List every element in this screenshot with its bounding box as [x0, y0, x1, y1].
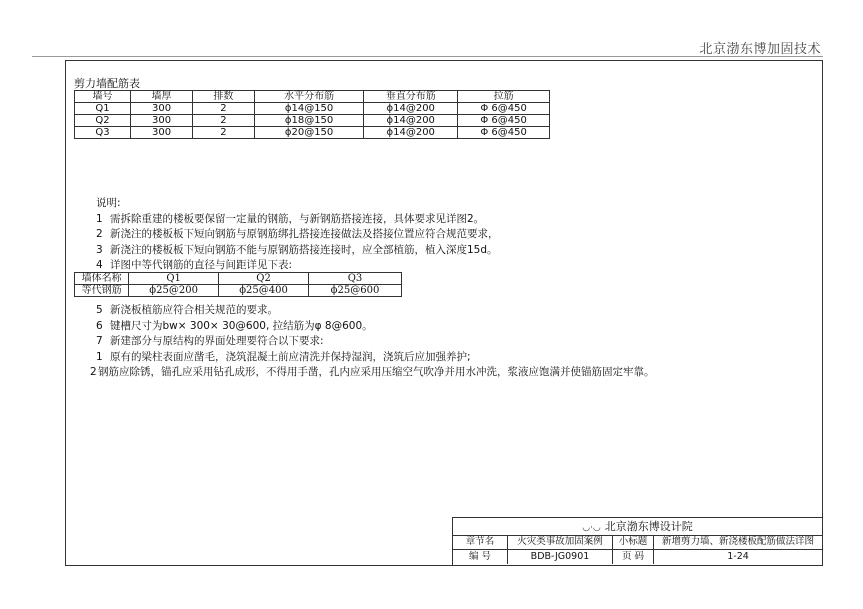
note-text: 需拆除重建的楼板要保留一定量的钢筋，与新钢筋搭接连接，具体要求见详图2。: [110, 212, 485, 225]
table-cell: 页 码: [613, 550, 654, 565]
note-number: 1: [96, 350, 103, 363]
note-number: 7: [96, 335, 103, 347]
note-text: 键槽尺寸为bw× 300× 30@600, 拉结筋为φ 8@600。: [110, 319, 373, 332]
column-header: 排数: [192, 91, 254, 103]
table-cell: Φ 6@450: [458, 103, 550, 115]
note-number: 1: [96, 212, 103, 225]
equivalent-rebar-table: [74, 272, 402, 297]
notes-heading: 说明:: [96, 197, 121, 209]
note-item: [96, 212, 499, 228]
note-text: 钢筋应除锈，锚孔应采用钻孔成形，不得用手凿，孔内应采用压缩空气吹净并用水冲洗，浆液应饱满并使锚筋固定牢靠。: [98, 366, 655, 378]
table-cell: ϕ25@200: [129, 285, 219, 297]
title-block: [452, 517, 823, 566]
table-cell: 编 号: [453, 550, 508, 565]
note-text: 原有的梁柱表面应凿毛，浇筑混凝土前应清洗并保持湿润，浇筑后应加强养护;: [110, 350, 471, 363]
table-cell: 1-24: [654, 550, 823, 565]
note-number: 5: [96, 304, 103, 316]
note-item: [90, 365, 655, 381]
table-cell: 火灾类事故加固案例: [508, 535, 613, 550]
note-text: 详图中等代钢筋的直径与间距详见下表:: [110, 259, 293, 271]
table-cell: ϕ18@150: [254, 115, 363, 127]
table-cell: 小标题: [613, 535, 654, 550]
table-cell: 2: [192, 103, 254, 115]
table-row: [75, 127, 550, 139]
org-name: 北京渤东博设计院: [604, 520, 693, 533]
column-header: 水平分布筋: [254, 91, 363, 103]
title-block-org: [453, 518, 822, 536]
table-cell: Q3: [75, 127, 131, 139]
table-row: [453, 535, 822, 550]
note-item: [96, 334, 655, 350]
table-cell: ϕ14@200: [364, 127, 458, 139]
institute-logo-icon: ◡·◡: [582, 523, 601, 533]
table-header-row: [75, 91, 550, 103]
note-number: 2: [96, 228, 103, 240]
table-cell: 新增剪力墙、新浇楼板配筋做法详图: [654, 535, 823, 550]
title-block-table: [453, 535, 822, 564]
table-cell: 等代钢筋: [75, 285, 129, 297]
table-cell: Φ 6@450: [458, 127, 550, 139]
note-item: [96, 303, 655, 319]
table-cell: Q1: [129, 273, 219, 285]
table-cell: 2: [192, 127, 254, 139]
table-cell: ϕ14@150: [254, 103, 363, 115]
column-header: 墙厚: [131, 91, 193, 103]
note-number: 3: [96, 243, 103, 256]
table-cell: ϕ20@150: [254, 127, 363, 139]
header-title: 北京渤东博加固技术: [699, 42, 821, 57]
column-header: 垂直分布筋: [364, 91, 458, 103]
table-cell: 2: [192, 115, 254, 127]
rebar-table-title: 剪力墙配筋表: [74, 77, 140, 90]
note-item: [96, 243, 499, 259]
table-row: [75, 115, 550, 127]
note-text: 新浇板植筋应符合相关规范的要求。: [110, 304, 278, 316]
table-cell: 300: [131, 115, 193, 127]
notes-section: [96, 196, 499, 274]
note-item: [96, 227, 499, 243]
column-header: 墙号: [75, 91, 131, 103]
table-row: [75, 273, 402, 285]
table-cell: ϕ14@200: [364, 115, 458, 127]
table-row: [453, 550, 822, 565]
note-number: 4: [96, 259, 103, 271]
table-cell: ϕ25@400: [219, 285, 309, 297]
note-text: 新浇注的楼板板下短向钢筋不能与原钢筋搭接连接时，应全部植筋，植入深度15d。: [110, 243, 498, 256]
rebar-table: [74, 90, 550, 139]
table-cell: 墙体名称: [75, 273, 129, 285]
table-cell: Q3: [309, 273, 402, 285]
table-cell: ϕ14@200: [364, 103, 458, 115]
header-rule: [32, 56, 823, 57]
table-row: [75, 103, 550, 115]
table-row: [75, 285, 402, 297]
column-header: 拉筋: [458, 91, 550, 103]
table-cell: ϕ25@600: [309, 285, 402, 297]
note-text: 新建部分与原结构的界面处理要符合以下要求:: [110, 335, 324, 347]
notes-continued: [90, 303, 655, 381]
table-cell: Q1: [75, 103, 131, 115]
table-cell: 300: [131, 103, 193, 115]
note-number: 6: [96, 319, 103, 332]
table-cell: 300: [131, 127, 193, 139]
table-cell: 章节名: [453, 535, 508, 550]
table-cell: Φ 6@450: [458, 115, 550, 127]
note-item: [96, 319, 655, 335]
table-cell: Q2: [219, 273, 309, 285]
table-cell: BDB-JG0901: [508, 550, 613, 565]
note-number: 2: [90, 366, 97, 378]
note-text: 新浇注的楼板板下短向钢筋与原钢筋绑扎搭接连接做法及搭接位置应符合规范要求，: [110, 228, 499, 240]
note-item: [96, 350, 655, 366]
table-cell: Q2: [75, 115, 131, 127]
